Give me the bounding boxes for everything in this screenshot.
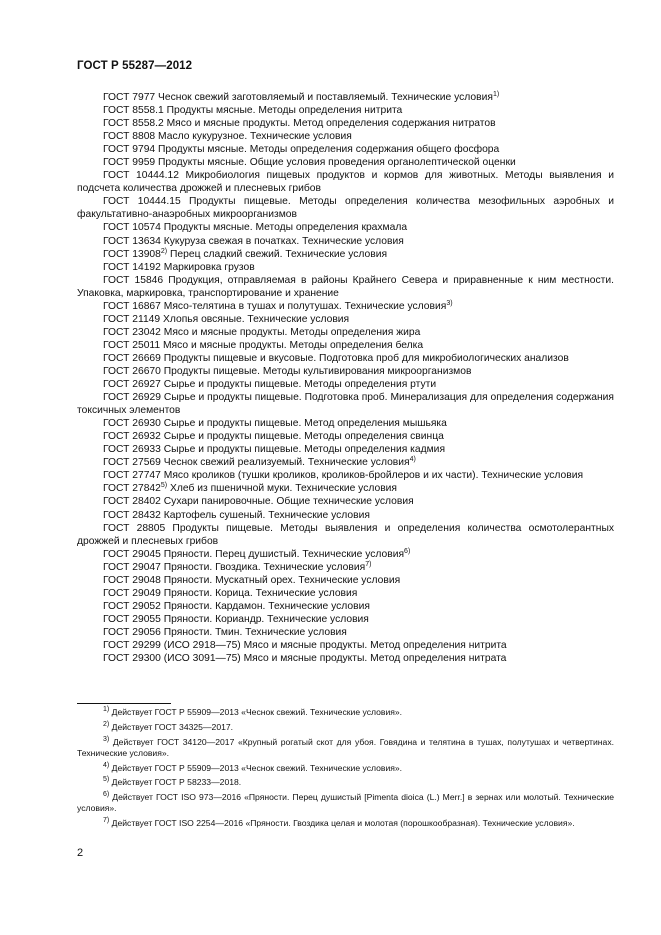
reference-text: ГОСТ 28432 Картофель сушеный. Технические условия [103,509,370,521]
footnote-text: Действует ГОСТ ISO 2254—2016 «Пряности. Гвоздика целая и молотая (порошкообразная). Технические условия». [109,818,575,829]
reference-item [77,600,614,613]
reference-text: ГОСТ 28402 Сухари панировочные. Общие технические условия [103,496,414,508]
reference-text: ГОСТ 8808 Масло кукурузное. Технические условия [103,131,352,143]
reference-text: ГОСТ 9794 Продукты мясные. Методы определения содержания общего фосфора [103,144,500,156]
reference-item [77,248,614,261]
reference-item [77,574,614,587]
reference-text: ГОСТ 26930 Сырье и продукты пищевые. Метод определения мышьяка [103,418,447,430]
footnote-mark: 3) [446,299,453,307]
reference-text: ГОСТ 29055 Пряности. Кориандр. Технические условия [103,613,369,625]
reference-text: ГОСТ 8558.1 Продукты мясные. Методы определения нитрита [103,105,403,117]
footnotes-list [77,707,614,833]
footnote-text: Действует ГОСТ Р 55909—2013 «Чеснок свежий. Технические условия». [109,762,403,773]
footnote-text: Действует ГОСТ 34325—2017. [109,721,234,732]
reference-item [77,104,614,117]
reference-text: ГОСТ 29056 Пряности. Тмин. Технические условия [103,626,347,638]
footnote-mark: 2) [160,247,168,255]
reference-text: ГОСТ 26929 Сырье и продукты пищевые. Подготовка проб. Минерализация для определения содержания токсичных элементов [77,392,614,417]
reference-item [77,378,614,391]
reference-text: ГОСТ 29052 Пряности. Кардамон. Технические условия [103,600,370,612]
reference-text: ГОСТ 27569 Чеснок свежий реализуемый. Технические условия [103,457,410,469]
reference-item [77,352,614,365]
footnote-number: 2) [103,720,110,728]
footnote-text: Действует ГОСТ Р 55909—2013 «Чеснок свежий. Технические условия». [109,707,403,717]
reference-item [77,443,614,456]
reference-item [77,91,614,104]
reference-item [77,313,614,326]
reference-text: ГОСТ 16867 Мясо-телятина в тушах и полутушах. Технические условия [103,300,447,312]
footnote-item [77,763,614,774]
footnote-item [77,792,614,814]
footnote-number: 5) [103,776,110,784]
reference-item [77,469,614,482]
footnote-item [77,737,614,759]
reference-item [77,522,614,548]
reference-item [77,221,614,234]
footnote-separator [77,703,171,704]
reference-item [77,417,614,430]
reference-item [77,130,614,143]
reference-text: ГОСТ 26932 Сырье и продукты пищевые. Методы определения свинца [103,431,444,443]
reference-text: ГОСТ 26933 Сырье и продукты пищевые. Методы определения кадмия [103,444,446,456]
reference-item [77,156,614,169]
reference-text: ГОСТ 7977 Чеснок свежий заготовляемый и поставляемый. Технические условия [103,92,493,103]
reference-item [77,456,614,469]
reference-text: ГОСТ 15846 Продукция, отправляемая в районы Крайнего Севера и приравненные к ним местности. Упаковка, маркировка, транспортирование и хранение [77,274,614,299]
footnote-number: 4) [103,761,110,769]
footnote-mark: 7) [365,560,372,568]
reference-item [77,391,614,417]
reference-item [77,509,614,522]
footnote-number: 1) [103,706,110,713]
reference-item [77,430,614,443]
reference-item [77,548,614,561]
reference-item [77,117,614,130]
footnote-item [77,722,614,733]
reference-item [77,143,614,156]
reference-text: ГОСТ 23042 Мясо и мясные продукты. Методы определения жира [103,326,421,338]
reference-item [77,300,614,313]
reference-text: ГОСТ 13634 Кукуруза свежая в початках. Технические условия [103,235,404,247]
reference-text: ГОСТ 28805 Продукты пищевые. Методы выявления и определения количества осмотолерантных дрожжей и плесневых грибов [77,522,614,547]
reference-text: ГОСТ 27842 [103,483,161,495]
footnote-item [77,777,614,788]
reference-text: ГОСТ 26927 Сырье и продукты пищевые. Методы определения ртути [103,379,437,391]
reference-text: ГОСТ 21149 Хлопья овсяные. Технические условия [103,313,350,325]
reference-item [77,652,614,665]
footnote-mark: 1) [492,91,500,98]
footnote-mark: 5) [160,482,168,490]
reference-text: ГОСТ 27747 Мясо кроликов (тушки кроликов, кроликов-бройлеров и их части). Технические условия [103,470,584,482]
reference-text-continued: Перец сладкий свежий. Технические условия [167,248,388,260]
reference-text: ГОСТ 29299 (ИСО 2918—75) Мясо и мясные продукты. Метод определения нитрита [103,639,507,651]
reference-item [77,274,614,300]
reference-item [77,561,614,574]
reference-text: ГОСТ 10444.12 Микробиология пищевых продуктов и кормов для животных. Методы выявления и подсчета количества дрожжей и плесневых грибов [77,170,614,195]
footnote-number: 3) [103,735,110,743]
footnote-item [77,707,614,718]
page-number: 2 [77,847,84,859]
reference-text: ГОСТ 29048 Пряности. Мускатный орех. Технические условия [103,574,401,586]
reference-text: ГОСТ 29047 Пряности. Гвоздика. Технические условия [103,561,366,573]
footnote-text: Действует ГОСТ 34120—2017 «Крупный рогатый скот для убоя. Говядина и телятина в тушах, полутушах и четвертинах. Технические условия». [77,736,614,758]
reference-text: ГОСТ 8558.2 Мясо и мясные продукты. Метод определения содержания нитратов [103,118,496,130]
reference-text: ГОСТ 29049 Пряности. Корица. Технические условия [103,587,358,599]
footnote-item [77,818,614,829]
footnote-text: Действует ГОСТ Р 58233—2018. [109,777,242,788]
reference-text: ГОСТ 10444.15 Продукты пищевые. Методы определения количества мезофильных аэробных и факультативно-анаэробных микроорганизмов [77,196,614,221]
reference-item [77,339,614,352]
reference-item [77,639,614,652]
reference-text-continued: Хлеб из пшеничной муки. Технические условия [167,483,397,495]
footnote-text: Действует ГОСТ ISO 973—2016 «Пряности. Перец душистый [Pimenta dioica (L.) Merr.] в зернах или молотый. Технические условия». [77,792,614,814]
reference-text: ГОСТ 14192 Маркировка грузов [103,261,255,273]
reference-item [77,169,614,195]
normative-references-list [77,91,614,665]
reference-text: ГОСТ 9959 Продукты мясные. Общие условия проведения органолептической оценки [103,157,516,169]
reference-item [77,261,614,274]
footnote-mark: 4) [409,456,416,464]
reference-item [77,326,614,339]
footnote-number: 6) [103,791,110,799]
reference-item [77,626,614,639]
reference-item [77,195,614,221]
reference-item [77,365,614,378]
reference-text: ГОСТ 26669 Продукты пищевые и вкусовые. Подготовка проб для микробиологических анализов [103,352,569,364]
reference-text: ГОСТ 13908 [103,248,161,260]
reference-item [77,495,614,508]
reference-text: ГОСТ 26670 Продукты пищевые. Методы культивирования микроорганизмов [103,365,472,377]
footnote-mark: 6) [404,547,411,555]
reference-item [77,235,614,248]
page-header-standard-number: ГОСТ Р 55287—2012 [77,60,193,72]
reference-text: ГОСТ 25011 Мясо и мясные продукты. Методы определения белка [103,339,424,351]
reference-text: ГОСТ 10574 Продукты мясные. Методы определения крахмала [103,222,408,234]
reference-item [77,613,614,626]
reference-item [77,482,614,495]
footnote-number: 7) [103,817,110,825]
reference-item [77,587,614,600]
reference-text: ГОСТ 29300 (ИСО 3091—75) Мясо и мясные продукты. Метод определения нитрата [103,653,507,665]
reference-text: ГОСТ 29045 Пряности. Перец душистый. Технические условия [103,548,405,560]
